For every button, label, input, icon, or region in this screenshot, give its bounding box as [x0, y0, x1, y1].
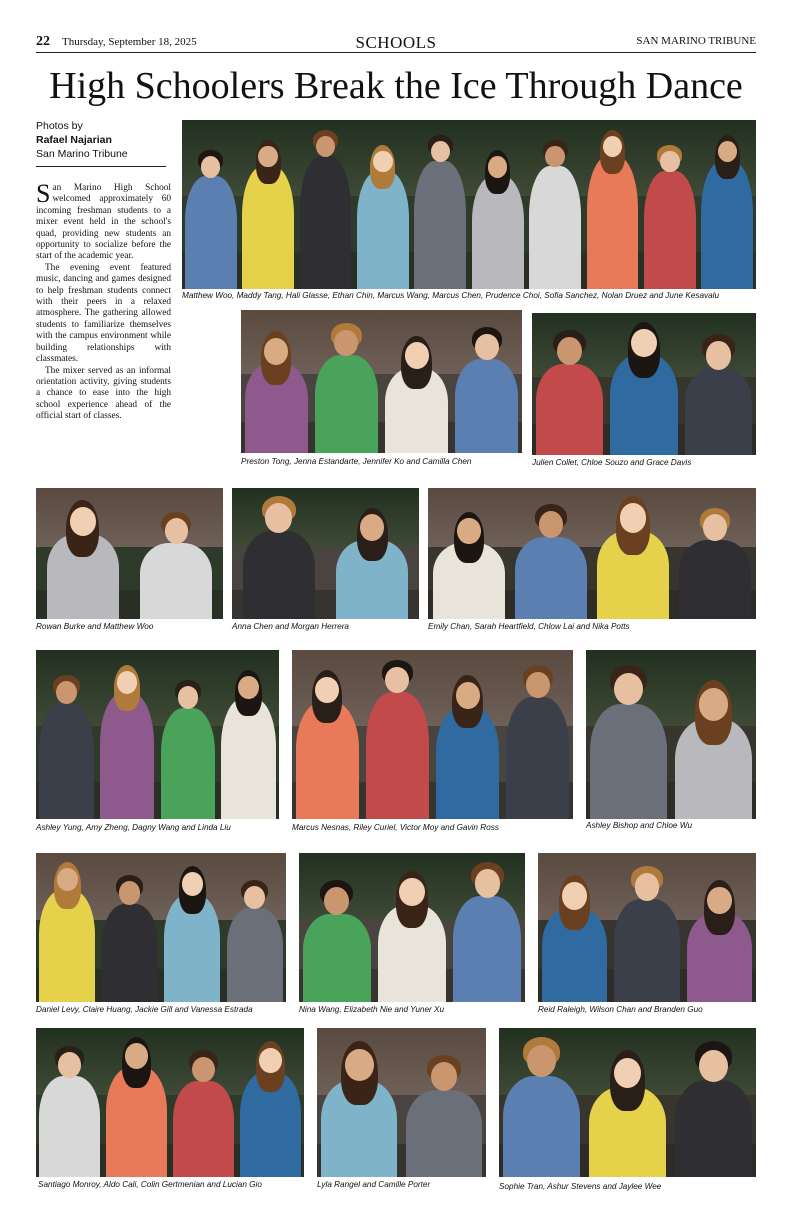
torso: [185, 176, 237, 289]
header-rule: [36, 52, 756, 53]
photo-caption: Anna Chen and Morgan Herrera: [232, 622, 349, 631]
face: [165, 518, 188, 544]
student-figure: [589, 1050, 666, 1177]
face: [545, 146, 565, 168]
face: [475, 334, 499, 361]
event-photo: [36, 1028, 304, 1177]
student-figure: [385, 336, 448, 453]
face: [475, 869, 501, 897]
torso: [506, 697, 569, 819]
student-figure: [472, 150, 524, 289]
student-figure: [597, 496, 669, 619]
event-photo: [36, 853, 286, 1002]
face: [265, 503, 292, 533]
face: [58, 1052, 81, 1077]
student-figure: [296, 670, 359, 819]
photo-caption: Julien Collet, Chloe Souzo and Grace Davis: [532, 458, 692, 467]
student-figure: [614, 866, 679, 1002]
student-figure: [675, 1041, 752, 1177]
face: [264, 338, 288, 365]
face: [56, 681, 77, 704]
torso: [536, 364, 603, 455]
student-figure: [47, 500, 119, 619]
torso: [315, 355, 378, 453]
student-figure: [378, 871, 446, 1002]
torso: [503, 1076, 580, 1177]
face: [182, 872, 203, 896]
face: [699, 1050, 728, 1082]
face: [631, 329, 656, 357]
student-figure: [529, 140, 581, 289]
photo-caption: Daniel Levy, Claire Huang, Jackie Gill and Vanessa Estrada: [36, 1005, 253, 1014]
student-figure: [506, 665, 569, 819]
student-figure: [590, 665, 667, 819]
torso: [300, 156, 352, 289]
student-figure: [406, 1055, 482, 1177]
torso: [102, 904, 158, 1002]
student-figure: [503, 1037, 580, 1177]
student-figure: [455, 327, 518, 453]
torso: [587, 156, 639, 289]
photo-caption: Santiago Monroy, Aldo Cali, Colin Gertmenian and Lucian Gio: [38, 1180, 262, 1189]
student-figure: [701, 135, 753, 289]
face: [201, 156, 221, 178]
face: [57, 868, 78, 892]
photo-caption: Matthew Woo, Maddy Tang, Hali Glasse, Ethan Chin, Marcus Wang, Marcus Chen, Prudence Choi, Sofia Sanchez, Nolan Druez and June Kesavalu: [182, 291, 720, 300]
student-figure: [366, 660, 429, 819]
event-photo: [232, 488, 419, 619]
torso: [414, 161, 466, 289]
photo-caption: Preston Tong, Jenna Estandarte, Jennifer Ko and Camilla Chen: [241, 457, 472, 466]
face: [334, 330, 358, 357]
event-photo: [36, 488, 223, 619]
torso: [701, 161, 753, 289]
photo-caption: Ashley Bishop and Chloe Wu: [586, 821, 693, 830]
face: [244, 886, 265, 910]
student-figure: [102, 875, 158, 1002]
student-figure: [536, 330, 603, 455]
student-figure: [687, 880, 752, 1002]
student-figure: [453, 862, 521, 1002]
torso: [39, 703, 94, 819]
face: [456, 682, 480, 709]
face: [703, 514, 727, 541]
torso: [242, 166, 294, 289]
student-figure: [357, 145, 409, 289]
face: [706, 341, 731, 369]
event-photo: [299, 853, 525, 1002]
torso: [675, 1080, 752, 1177]
student-figure: [227, 880, 283, 1002]
student-figure: [39, 1046, 99, 1177]
face: [557, 337, 582, 365]
student-figure: [515, 504, 587, 619]
article-paragraph: San Marino High School welcomed approximately 60 incoming freshman students to a mixer event held in the school's quad, providing new students an opportunity to socialize before the start of the academic year.: [36, 179, 171, 262]
torso: [161, 708, 216, 819]
student-figure: [644, 145, 696, 289]
student-figure: [315, 323, 378, 453]
student-figure: [221, 670, 276, 819]
face: [259, 1048, 282, 1073]
face: [614, 673, 643, 705]
face: [699, 688, 728, 720]
face: [539, 511, 564, 539]
student-figure: [39, 862, 95, 1002]
student-figure: [321, 1041, 397, 1177]
student-figure: [587, 130, 639, 289]
event-photo: [428, 488, 756, 619]
student-figure: [300, 130, 352, 289]
face: [192, 1057, 215, 1082]
torso: [406, 1090, 482, 1177]
torso: [173, 1081, 233, 1177]
student-figure: [336, 508, 408, 619]
drop-cap: S: [36, 179, 51, 208]
student-figure: [164, 866, 220, 1002]
torso: [529, 166, 581, 289]
student-figure: [436, 675, 499, 819]
photographer-name: Rafael Najarian: [36, 134, 112, 146]
event-photo: [36, 650, 279, 819]
photo-credit: [36, 119, 171, 161]
face: [526, 672, 550, 699]
paper-name: SAN MARINO TRIBUNE: [636, 35, 756, 47]
face: [488, 156, 508, 178]
face: [457, 518, 480, 544]
student-figure: [685, 334, 752, 455]
face: [178, 686, 199, 709]
student-figure: [433, 512, 505, 619]
student-figure: [185, 150, 237, 289]
face: [399, 878, 425, 906]
torso: [685, 368, 752, 455]
torso: [614, 899, 679, 1002]
photo-caption: Reid Raleigh, Wilson Chan and Branden Guo: [538, 1005, 703, 1014]
torso: [140, 543, 212, 619]
face: [527, 1045, 556, 1077]
student-figure: [243, 496, 315, 619]
torso: [227, 908, 283, 1002]
face: [258, 146, 278, 168]
face: [385, 667, 409, 694]
student-figure: [242, 140, 294, 289]
issue-date: Thursday, September 18, 2025: [62, 36, 197, 48]
article-paragraph: The mixer served as an informal orientation activity, giving students a chance to ease into the high school experience ahead of the official start of classes.: [36, 365, 171, 422]
torso: [590, 704, 667, 819]
student-figure: [542, 875, 607, 1002]
photo-caption: Nina Wang, Elizabeth Nie and Yuner Xu: [299, 1005, 445, 1014]
face: [660, 151, 680, 173]
face: [405, 342, 429, 369]
student-figure: [100, 665, 155, 819]
event-photo: [538, 853, 756, 1002]
face: [707, 887, 732, 914]
face: [345, 1049, 374, 1081]
student-figure: [39, 675, 94, 819]
student-figure: [106, 1037, 166, 1177]
photo-caption: Ashley Yung, Amy Zheng, Dagny Wang and Linda Liu: [36, 823, 231, 832]
torso: [366, 692, 429, 819]
credit-publication: San Marino Tribune: [36, 148, 128, 160]
photo-caption: Rowan Burke and Matthew Woo: [36, 622, 154, 631]
student-figure: [245, 331, 308, 453]
face: [373, 151, 393, 173]
article-body: [36, 179, 171, 423]
event-photo: [241, 310, 522, 453]
torso: [644, 171, 696, 289]
credit-rule: [36, 166, 166, 167]
torso: [455, 359, 518, 453]
face: [620, 503, 647, 533]
face: [316, 136, 336, 158]
torso: [243, 531, 315, 619]
torso: [100, 693, 155, 819]
face: [324, 887, 350, 915]
face: [70, 507, 96, 536]
face: [635, 873, 660, 900]
photo-caption: Marcus Nesnas, Riley Curiel, Victor Moy and Gavin Ross: [292, 823, 499, 832]
student-figure: [610, 322, 677, 455]
torso: [303, 914, 371, 1002]
section-name: SCHOOLS: [355, 33, 437, 52]
torso: [357, 171, 409, 289]
page-number: 22: [36, 34, 50, 49]
student-figure: [675, 680, 752, 819]
torso: [453, 896, 521, 1002]
torso: [39, 1076, 99, 1177]
article-paragraph: The evening event featured music, dancing and games designed to help freshman students connect with their peers in a relaxed atmosphere. The gathering allowed students to familiarize themselves with the campus environment while building relationships with classmates.: [36, 262, 171, 365]
event-photo: [586, 650, 756, 819]
torso: [515, 537, 587, 619]
photo-caption: Lyla Rangel and Camille Porter: [317, 1180, 431, 1189]
event-photo: [317, 1028, 486, 1177]
photo-caption: Sophie Tran, Ashur Stevens and Jaylee Wee: [499, 1182, 662, 1191]
event-photo: [182, 120, 756, 289]
student-figure: [303, 880, 371, 1002]
student-figure: [679, 508, 751, 619]
face: [431, 1062, 457, 1091]
torso: [679, 540, 751, 619]
face: [431, 141, 451, 163]
photo-caption: Emily Chan, Sarah Heartfield, Chlow Lai and Nika Potts: [428, 622, 630, 631]
event-photo: [532, 313, 756, 455]
headline: High Schoolers Break the Ice Through Dance: [49, 65, 743, 107]
student-figure: [173, 1050, 233, 1177]
student-figure: [414, 135, 466, 289]
event-photo: [292, 650, 573, 819]
student-figure: [140, 512, 212, 619]
face: [125, 1043, 148, 1068]
credit-line: Photos by: [36, 120, 83, 132]
event-photo: [499, 1028, 756, 1177]
student-figure: [240, 1041, 300, 1177]
face: [119, 881, 140, 905]
student-figure: [161, 680, 216, 819]
face: [562, 882, 587, 909]
face: [238, 676, 259, 699]
